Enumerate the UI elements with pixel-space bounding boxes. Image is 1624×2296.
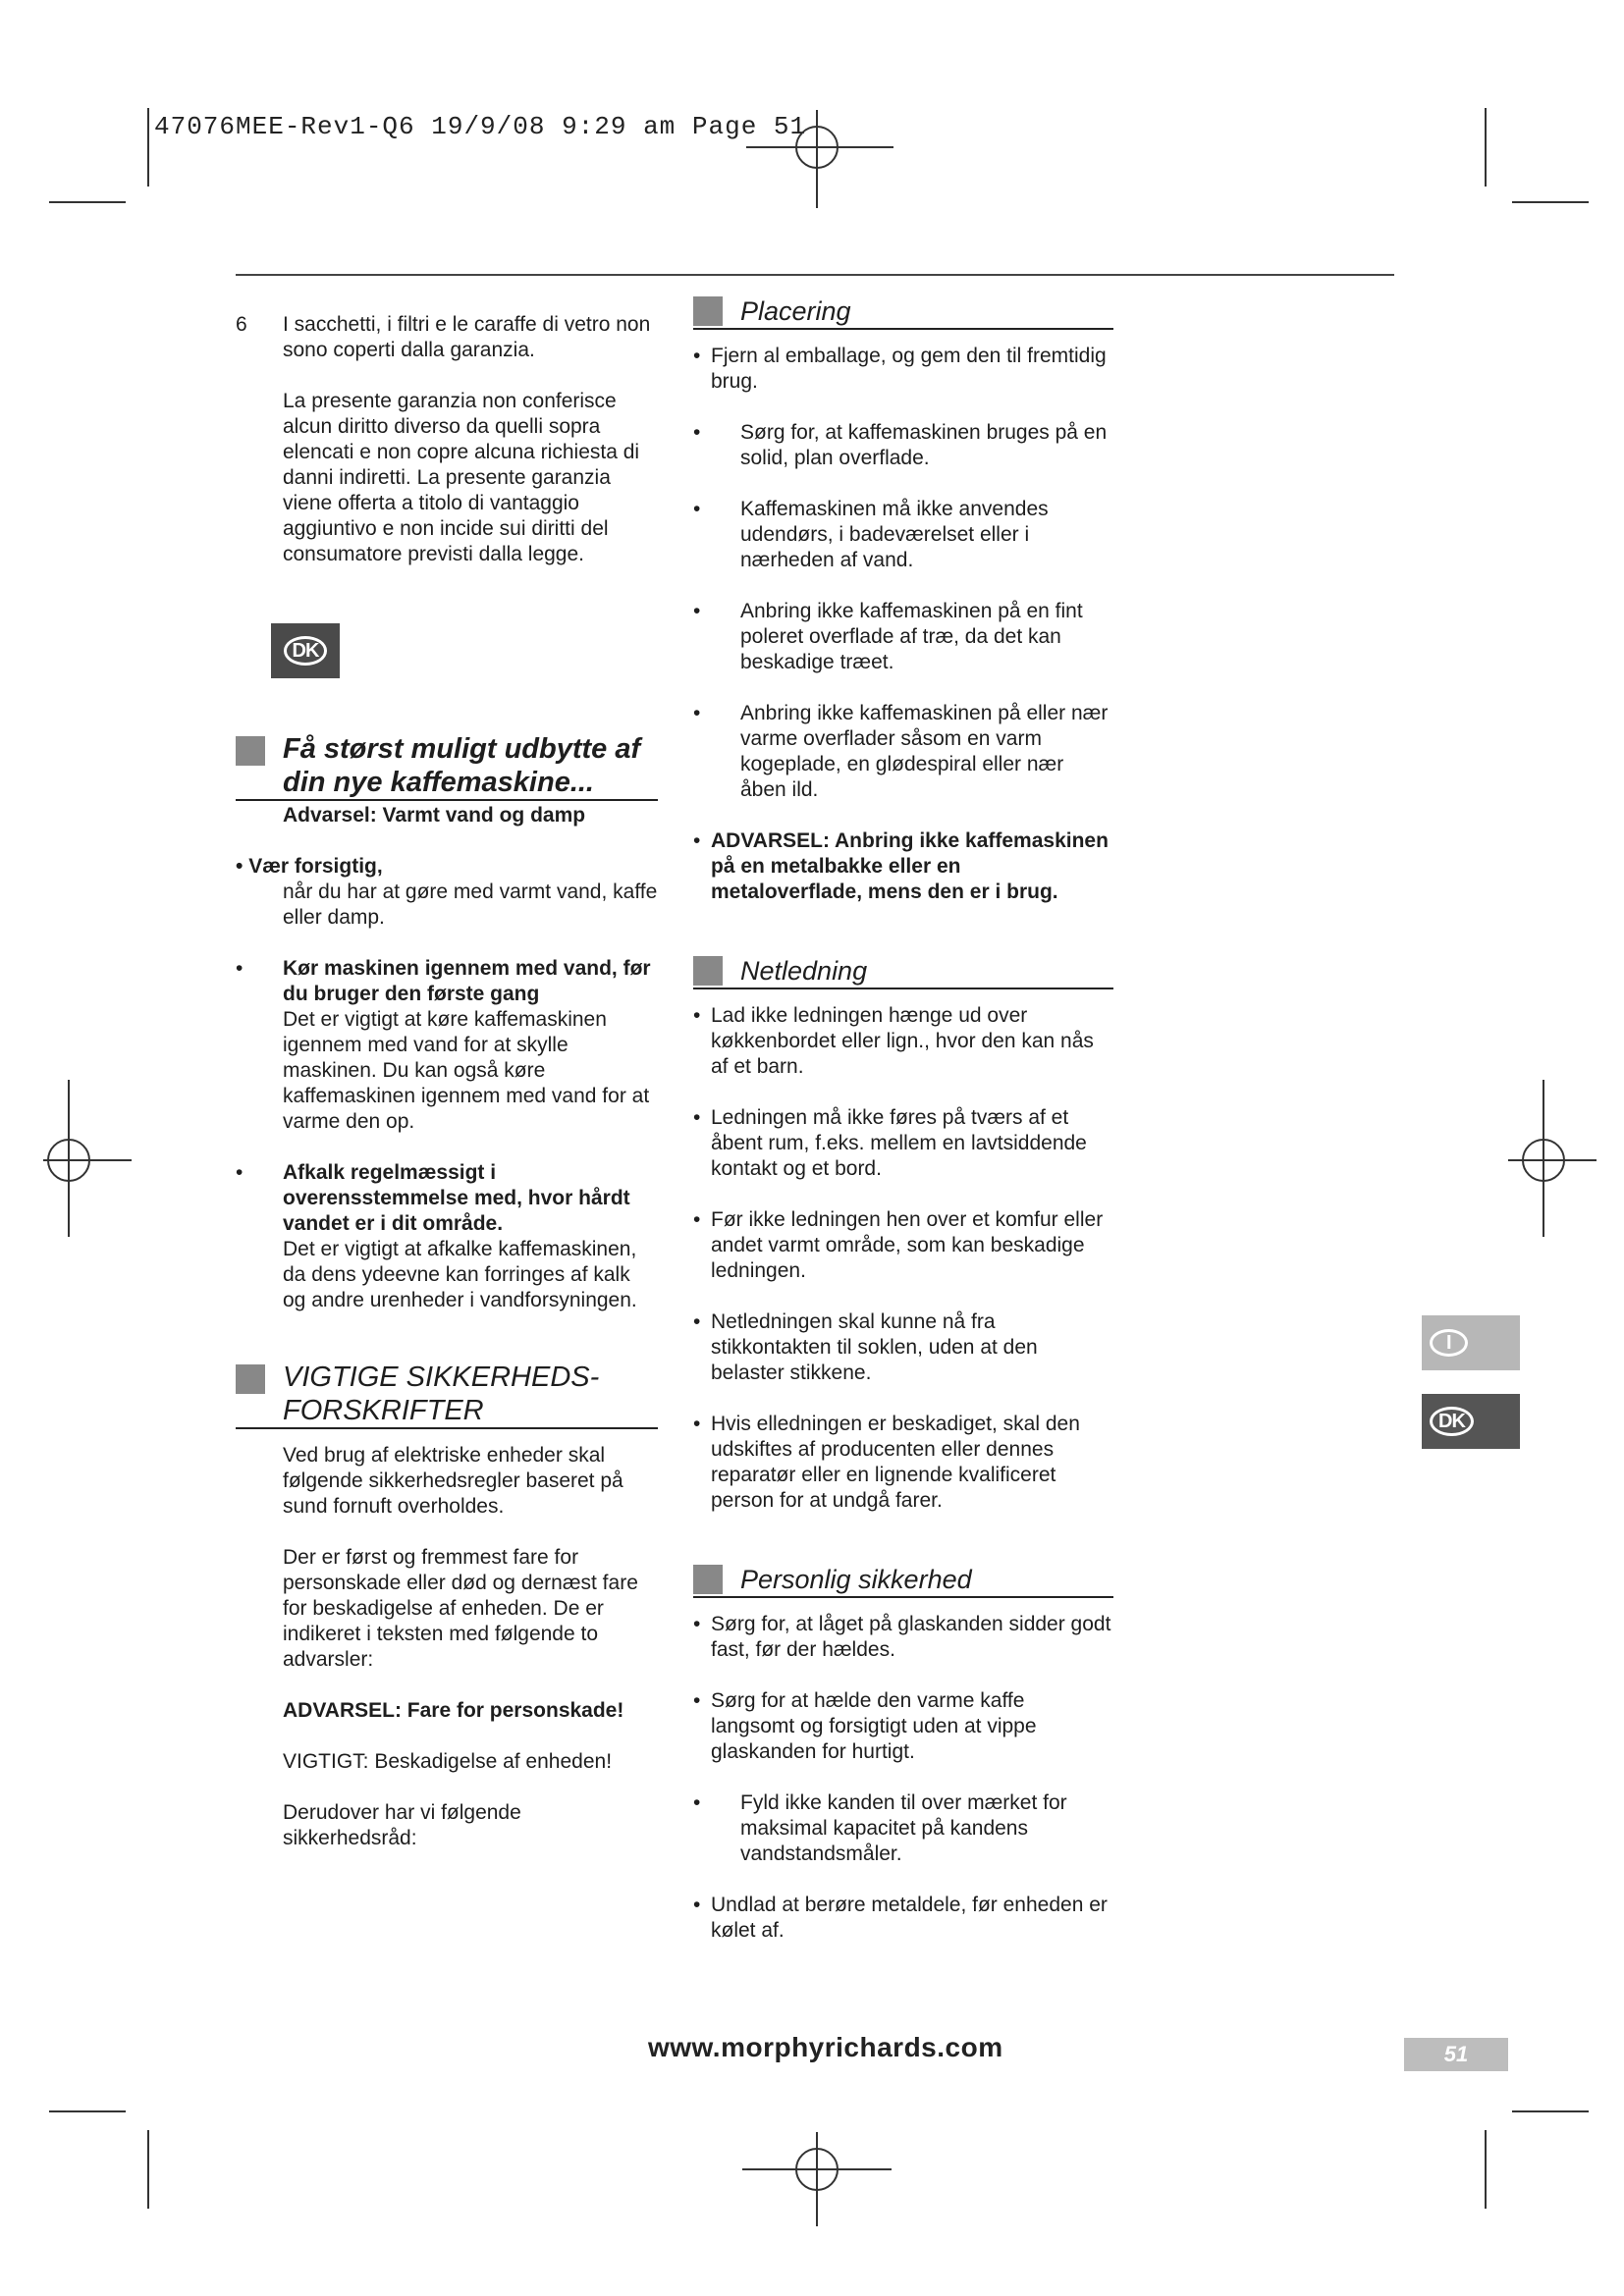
bullet-text: Det er vigtigt at køre kaffemaskinen igennem med vand for at skylle maskinen. Du kan også køre kaffemaskinen igennem med vand for at varme den op. [283, 1008, 650, 1133]
heading-square-icon [236, 736, 265, 766]
list-item: • Fyld ikke kanden til over mærket for maksimal kapacitet på kandens vandstandsmåler. [693, 1791, 1067, 1865]
list-item: • Kør maskinen igennem med vand, før du bruger den første gang Det er vigtigt at køre kaffemaskinen igennem med vand for at skylle maskinen. Du kan også køre kaffemaskinen igennem med vand for at varme den op. [236, 956, 658, 1135]
dk-language-badge [271, 623, 340, 678]
section-title: Placering [740, 296, 851, 326]
list-item: • Undlad at berøre metaldele, før enheden er kølet af. [693, 1894, 1108, 1942]
crop-mark [1485, 108, 1487, 187]
heading-square-icon [693, 296, 723, 326]
section-title: Få størst muligt udbytte af din nye kaffemaskine... [283, 733, 641, 798]
section-heading-netledning [693, 954, 1113, 989]
list-item: • Sørg for, at låget på glaskanden sidder godt fast, før der hældes. [693, 1613, 1111, 1661]
crop-mark [1512, 201, 1589, 203]
right-column [693, 294, 1113, 1944]
section-heading-sikkerhed [236, 1361, 658, 1429]
crop-mark [49, 201, 126, 203]
list-item: • Netledningen skal kunne nå fra stikkontakten til soklen, uden at den belaster stikkene. [693, 1310, 1038, 1384]
section-title: VIGTIGE SIKKERHEDS-FORSKRIFTER [283, 1362, 600, 1426]
bullet-text: når du har at gøre med varmt vand, kaffe eller damp. [283, 881, 658, 929]
crop-mark [147, 108, 149, 187]
crop-mark [816, 2132, 818, 2226]
list-item: • Afkalk regelmæssigt i overensstemmelse med, hvor hårdt vandet er i dit område. Det er vigtigt at afkalke kaffemaskinen, da dens ydeevne kan forringes af kalk og andre urenheder i vandforsyningen. [236, 1160, 658, 1313]
crop-mark [1508, 1159, 1597, 1161]
print-slug: 47076MEE-Rev1-Q6 19/9/08 9:29 am Page 51 [154, 112, 807, 141]
bullet-bold: Afkalk regelmæssigt i overensstemmelse med, hvor hårdt vandet er i dit område. [283, 1161, 630, 1235]
list-item: • Kaffemaskinen må ikke anvendes udendørs, i badeværelset eller i nærheden af vand. [693, 498, 1049, 571]
crop-mark [1512, 2110, 1589, 2112]
crop-mark [147, 2130, 149, 2209]
footer-website: www.morphyrichards.com [648, 2032, 1003, 2062]
page-number: 51 [1404, 2038, 1508, 2071]
warranty-item-6 [236, 312, 658, 363]
heading-square-icon [693, 1565, 723, 1594]
section-heading-placering [693, 294, 1113, 330]
list-item: • Lad ikke ledningen hænge ud over køkkenbordet eller lign., hvor den kan nås af et barn. [693, 1004, 1094, 1078]
crop-mark [49, 2110, 126, 2112]
crop-mark [816, 110, 818, 208]
crop-mark [746, 146, 893, 148]
list-item [236, 854, 658, 931]
dk-badge-label: DK [284, 636, 328, 666]
bullet-bold: Kør maskinen igennem med vand, før du bruger den første gang [283, 957, 651, 1005]
bullet-text: Det er vigtigt at afkalke kaffemaskinen, da dens ydeevne kan forringes af kalk og andre urenheder i vandforsyningen. [283, 1238, 637, 1311]
section-title: Personlig sikkerhed [740, 1565, 972, 1594]
warning-paragraph: ADVARSEL: Fare for personskade! [283, 1699, 624, 1722]
section-title: Netledning [740, 956, 868, 986]
crop-mark [1543, 1080, 1544, 1237]
list-item: • Sørg for, at kaffemaskinen bruges på en solid, plan overflade. [693, 421, 1108, 469]
heading-square-icon [236, 1364, 265, 1394]
item-text: I sacchetti, i filtri e le caraffe di vetro non sono coperti dalla garanzia. [283, 313, 651, 361]
language-tab-dk [1422, 1394, 1520, 1449]
header-rule [236, 274, 1394, 276]
paragraph: Derudover har vi følgende sikkerhedsråd: [283, 1801, 521, 1849]
list-item: • Anbring ikke kaffemaskinen på eller nær varme overflader såsom en varm kogeplade, en glødespiral eller nær åben ild. [693, 702, 1109, 801]
crop-mark [1485, 2130, 1487, 2209]
list-item: • Hvis elledningen er beskadiget, skal den udskiftes af producenten eller dennes reparatør eller en lignende kvalificeret person for at undgå farer. [693, 1413, 1080, 1512]
crop-mark [68, 1080, 70, 1237]
list-item: • Fjern al emballage, og gem den til fremtidig brug. [693, 345, 1107, 393]
tab-label: I [1430, 1329, 1468, 1357]
paragraph: VIGTIGT: Beskadigelse af enheden! [283, 1750, 613, 1773]
crop-mark [43, 1159, 132, 1161]
language-tab-i [1422, 1315, 1520, 1370]
list-item: • Anbring ikke kaffemaskinen på en fint poleret overflade af træ, da det kan beskadige træet. [693, 600, 1083, 673]
warranty-paragraph: La presente garanzia non conferisce alcun diritto diverso da quelli sopra elencati e non copre alcuna richiesta di danni indiretti. La presente garanzia viene offerta a titolo di vantaggio aggiuntivo e non incide sui diritti del consumatore previsti dalla legge. [283, 390, 640, 565]
paragraph: Der er først og fremmest fare for personskade eller død og dernæst fare for beskadigelse af enheden. De er indikeret i teksten med følgende to advarsler: [283, 1546, 638, 1671]
section-subtitle: Advarsel: Varmt vand og damp [283, 804, 586, 827]
left-column [236, 312, 658, 1851]
section-heading-udbytte [236, 732, 658, 801]
list-item: • Før ikke ledningen hen over et komfur eller andet varmt område, som kan beskadige ledningen. [693, 1208, 1104, 1282]
list-item: • Sørg for at hælde den varme kaffe langsomt og forsigtigt uden at vippe glaskanden for hurtigt. [693, 1689, 1037, 1763]
section-heading-personlig [693, 1563, 1113, 1598]
list-item-warning: • ADVARSEL: Anbring ikke kaffemaskinen på en metalbakke eller en metaloverflade, mens den er i brug. [693, 829, 1109, 903]
list-item: • Ledningen må ikke føres på tværs af et åbent rum, f.eks. mellem en lavtsiddende kontakt og et bord. [693, 1106, 1087, 1180]
heading-square-icon [693, 956, 723, 986]
tab-label: DK [1430, 1407, 1474, 1436]
item-number: 6 [236, 313, 247, 336]
bullet-bold: • Vær forsigtig, [236, 855, 383, 878]
paragraph: Ved brug af elektriske enheder skal følgende sikkerhedsregler baseret på sund fornuft overholdes. [283, 1444, 623, 1518]
